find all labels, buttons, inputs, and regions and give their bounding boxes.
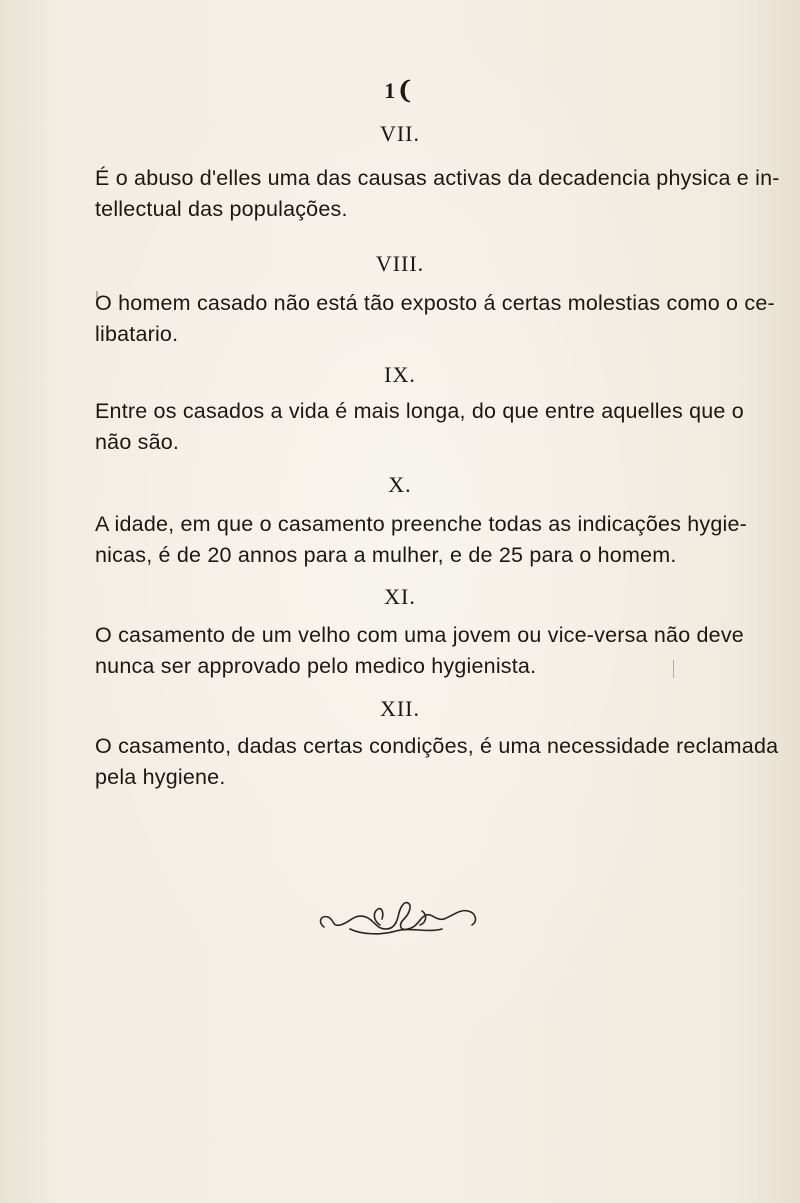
- section-numeral-x: X.: [388, 472, 412, 497]
- paragraph-xii: [95, 731, 779, 793]
- margin-mark: [673, 660, 674, 678]
- paragraph-line: O casamento, dadas certas condições, é uma necessidade reclamada: [95, 734, 779, 758]
- paragraph-line: O casamento de um velho com uma jovem ou vice-versa não deve: [95, 623, 744, 647]
- paragraph-line: É o abuso d'elles uma das causas activas da decadencia physica e in-: [95, 166, 780, 190]
- section-numeral-viii: VIII.: [375, 251, 425, 276]
- printer-ornament-icon: [310, 895, 490, 945]
- margin-mark: [96, 291, 98, 303]
- paragraph-line: tellectual das populações.: [95, 197, 348, 221]
- paragraph-line: libatario.: [95, 322, 179, 346]
- paragraph-line: nunca ser approvado pelo medico hygienista.: [95, 654, 537, 678]
- paragraph-x: [95, 509, 748, 571]
- section-numeral-ix: IX.: [384, 362, 416, 387]
- paragraph-xi: [95, 620, 744, 682]
- paragraph-line: não são.: [95, 430, 180, 454]
- section-numeral-xi: XI.: [384, 584, 416, 609]
- paragraph-ix: [95, 396, 744, 458]
- paragraph-line: Entre os casados a vida é mais longa, do que entre aquelles que o: [95, 399, 744, 423]
- paragraph-viii: [95, 288, 775, 350]
- paragraph-vii: [95, 163, 780, 225]
- paragraph-line: A idade, em que o casamento preenche todas as indicações hygie-: [95, 512, 748, 536]
- page-number: 1❨: [384, 76, 415, 105]
- paragraph-line: O homem casado não está tão exposto á certas molestias como o ce-: [95, 291, 775, 315]
- paragraph-line: pela hygiene.: [95, 765, 226, 789]
- section-numeral-vii: VII.: [379, 121, 421, 146]
- section-numeral-xii: XII.: [379, 696, 421, 721]
- paragraph-line: nicas, é de 20 annos para a mulher, e de 25 para o homem.: [95, 543, 677, 567]
